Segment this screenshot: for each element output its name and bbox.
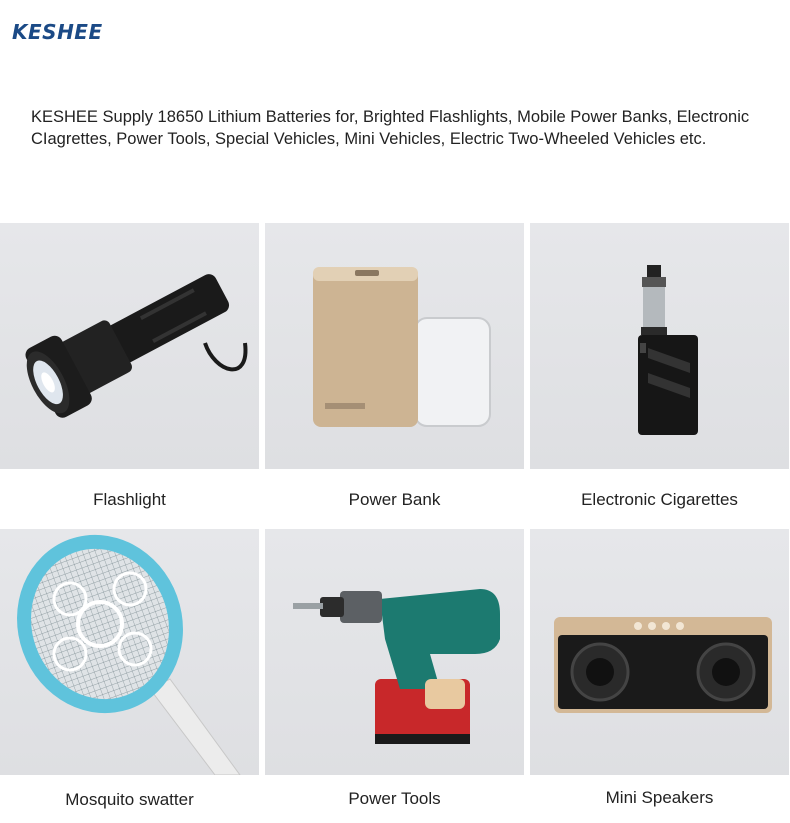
product-tile-mosquito-swatter: [0, 529, 259, 775]
product-caption: Flashlight: [93, 490, 166, 509]
product-tile-flashlight: [0, 223, 259, 469]
product-tile-e-cigarette: [530, 223, 789, 469]
product-tile-power-tools: [265, 529, 524, 775]
drill-icon: [265, 529, 524, 775]
brand-logo: KESHEE: [12, 20, 103, 44]
power-bank-icon: [265, 223, 524, 469]
speaker-icon: [530, 529, 789, 775]
product-caption: Power Tools: [348, 789, 441, 808]
product-caption: Electronic Cigarettes: [581, 490, 738, 509]
product-caption: Mosquito swatter: [65, 790, 194, 809]
product-caption: Mini Speakers: [605, 788, 714, 807]
product-caption: Power Bank: [348, 490, 441, 509]
flashlight-icon: [0, 223, 259, 469]
product-tile-mini-speakers: [530, 529, 789, 775]
e-cigarette-icon: [530, 223, 789, 469]
intro-paragraph: KESHEE Supply 18650 Lithium Batteries for, Brighted Flashlights, Mobile Power Banks, Electronic CIagrettes, Power Tools, Special Vehicles, Mini Vehicles, Electric Two-Wheeled Vehicles etc.: [31, 108, 750, 148]
product-tile-power-bank: [265, 223, 524, 469]
mosquito-swatter-icon: [0, 529, 259, 775]
